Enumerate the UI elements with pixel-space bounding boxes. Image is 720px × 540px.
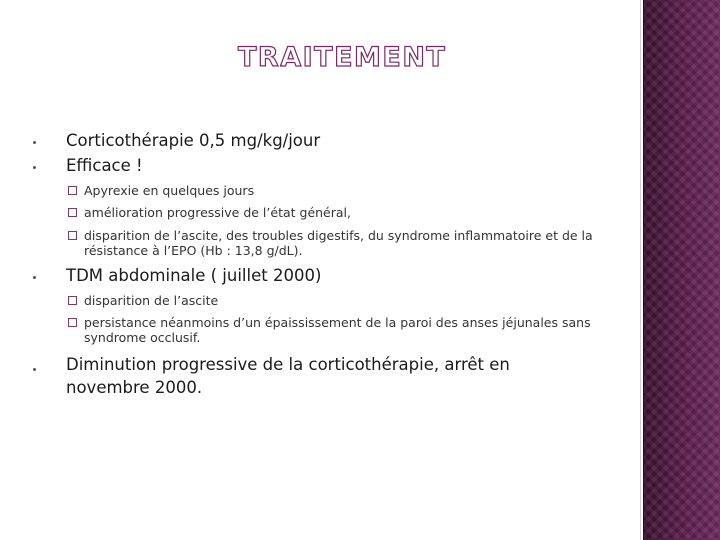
bullet-dot-icon <box>33 141 36 144</box>
slide-title: TRAITEMENT <box>238 42 447 73</box>
bullet-item: TDM abdominale ( juillet 2000) <box>66 266 322 285</box>
square-bullet-icon <box>68 208 77 217</box>
square-bullet-icon <box>68 231 77 240</box>
bullet-dot-icon <box>33 166 36 169</box>
divider <box>640 0 641 540</box>
sub-bullet-item: disparition de l’ascite, des troubles digestifs, du syndrome inflammatoire et de la résistance à l’EPO (Hb : 13,8 g/dL). <box>84 228 593 258</box>
sub-bullet-item: disparition de l’ascite <box>84 293 219 308</box>
decorative-side-panel <box>643 0 720 540</box>
bullet-dot-icon <box>33 276 36 279</box>
sub-bullet-item: persistance néanmoins d’un épaississement de la paroi des anses jéjunales sans syndrome occlusif. <box>84 315 591 345</box>
square-bullet-icon <box>68 186 77 195</box>
sub-bullet-item: amélioration progressive de l’état général, <box>84 205 351 220</box>
square-bullet-icon <box>68 318 77 327</box>
square-bullet-icon <box>68 296 77 305</box>
sub-bullet-item: Apyrexie en quelques jours <box>84 183 255 198</box>
bullet-item: Corticothérapie 0,5 mg/kg/jour <box>66 131 321 150</box>
bullet-dot-icon <box>33 368 36 371</box>
bullet-item: Diminution progressive de la corticothérapie, arrêt en novembre 2000. <box>66 355 510 397</box>
bullet-item: Efficace ! <box>66 156 143 175</box>
